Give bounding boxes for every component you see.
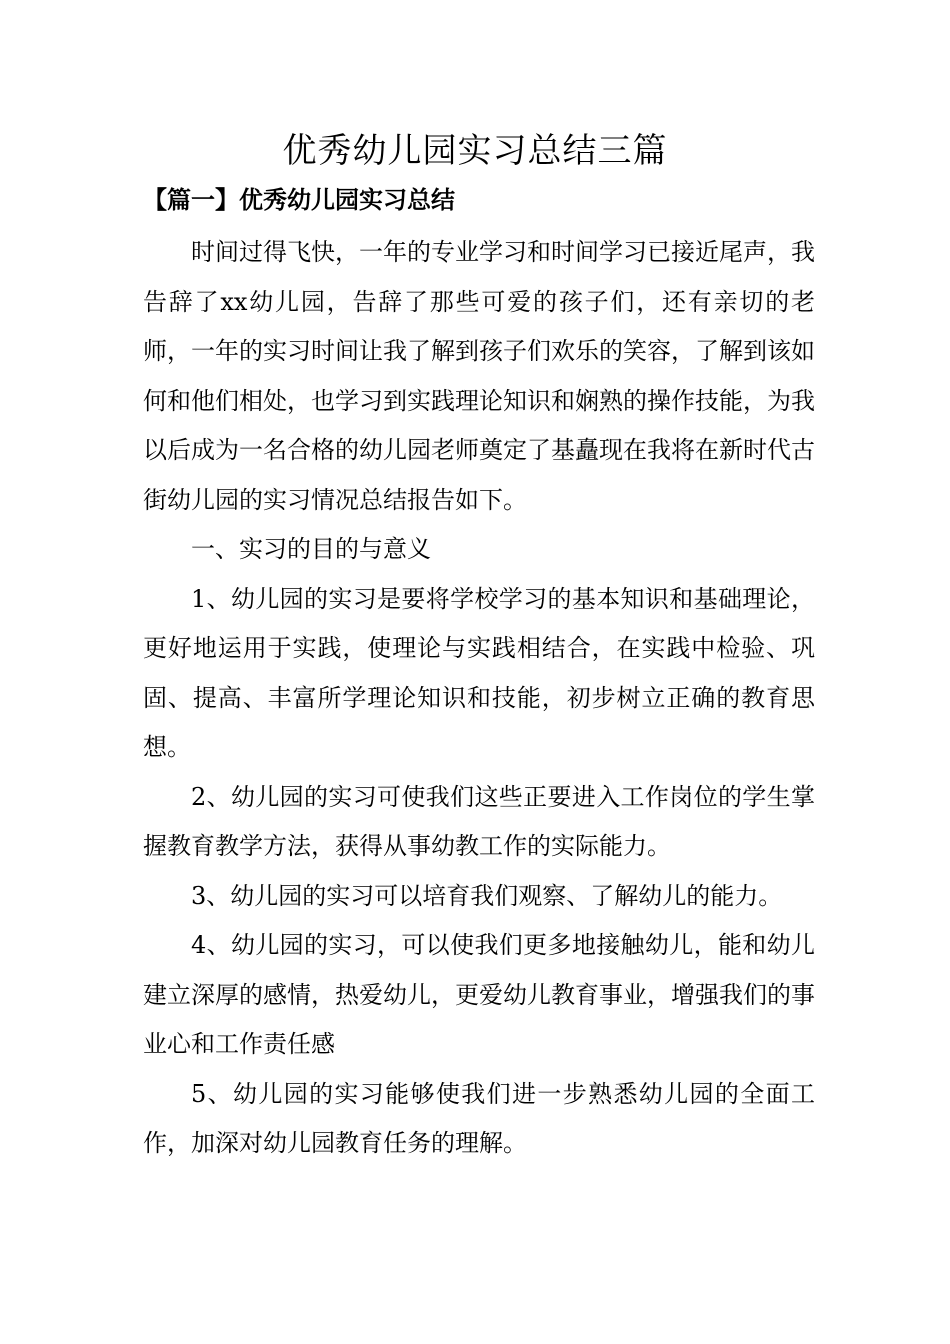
paragraph-item-2: 2、幼儿园的实习可使我们这些正要进入工作岗位的学生掌握教育教学方法，获得从事幼教工作的实际能力。 bbox=[143, 782, 815, 860]
paragraph-item-4: 4、幼儿园的实习，可以使我们更多地接触幼儿，能和幼儿建立深厚的感情，热爱幼儿，更爱幼儿教育事业，增强我们的事业心和工作责任感 bbox=[143, 931, 815, 1058]
section-heading: 【篇一】优秀幼儿园实习总结 bbox=[143, 185, 455, 214]
paragraph-item-1: 1、幼儿园的实习是要将学校学习的基本知识和基础理论，更好地运用于实践，使理论与实践相结合，在实践中检验、巩固、提高、丰富所学理论知识和技能，初步树立正确的教育思想。 bbox=[143, 584, 815, 761]
paragraph-item-3: 3、幼儿园的实习可以培育我们观察、了解幼儿的能力。 bbox=[191, 881, 783, 910]
document-title: 优秀幼儿园实习总结三篇 bbox=[282, 131, 668, 171]
paragraph-item-5: 5、幼儿园的实习能够使我们进一步熟悉幼儿园的全面工作，加深对幼儿园教育任务的理解。 bbox=[143, 1079, 815, 1157]
paragraph-heading-purpose: 一、实习的目的与意义 bbox=[191, 535, 431, 563]
paragraph-intro: 时间过得飞快，一年的专业学习和时间学习已接近尾声，我告辞了xx幼儿园，告辞了那些可爱的孩子们，还有亲切的老师，一年的实习时间让我了解到孩子们欢乐的笑容，了解到该如何和他们相处，也学习到实践理论知识和娴熟的操作技能，为我以后成为一名合格的幼儿园老师奠定了基矗现在我将在新时代古街幼儿园的实习情况总结报告如下。 bbox=[143, 238, 815, 514]
document-body bbox=[143, 228, 815, 1169]
